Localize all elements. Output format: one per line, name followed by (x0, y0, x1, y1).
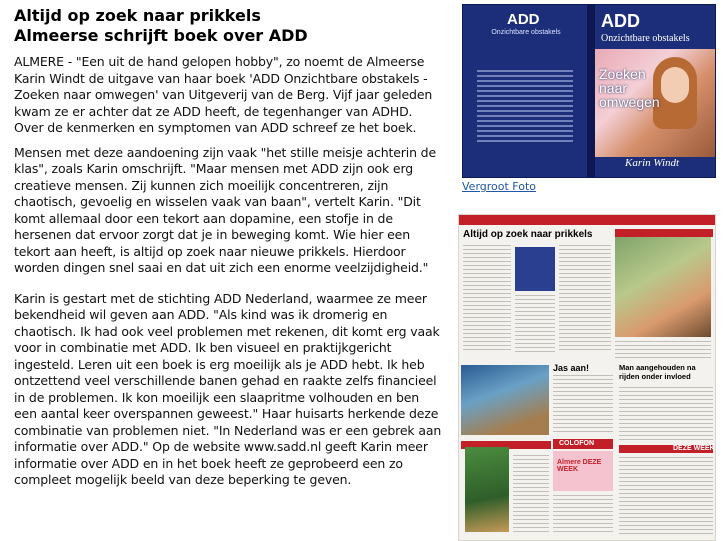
newspaper-box-jas-aan: Jas aan! (553, 363, 590, 373)
newspaper-text-column (513, 455, 549, 533)
newspaper-text-column (619, 387, 713, 441)
newspaper-text-column (463, 245, 511, 353)
newspaper-portrait-photo (615, 237, 711, 337)
book-front-title: ADD (601, 11, 640, 31)
title-line-2: Almeerse schrijft boek over ADD (14, 26, 308, 45)
portrait-face (661, 67, 689, 103)
newspaper-text-column (553, 375, 613, 435)
book-spine (587, 5, 595, 177)
newspaper-headline: Altijd op zoek naar prikkels (463, 229, 593, 240)
title-line-1: Altijd op zoek naar prikkels (14, 6, 261, 25)
newspaper-book-thumbnail (515, 247, 555, 291)
newspaper-week-label: DEZE WEEK (673, 445, 715, 452)
book-front-tagline: Zoeken naar omwegen (599, 66, 660, 110)
newspaper-box-arrest: Man aangehouden na rijden onder invloed (619, 363, 696, 381)
book-author: Karin Windt (625, 157, 680, 169)
newspaper-header-bar (459, 215, 715, 225)
book-back-subtitle: Onzichtbare obstakels (491, 29, 561, 36)
book-front-subtitle: Onzichtbare obstakels (601, 33, 690, 44)
article-paragraph: ALMERE - "Een uit de hand gelopen hobby", zo noemt de Almeerse Karin Windt de uitgave van haar boek 'ADD Onzichtbare obstakels - Zoeken naar omwegen' van Uitgeverij van de Berg. Vijf jaar geleden kwam ze er achter dat ze ADD heeft, de tegenhanger van ADHD. Over de kenmerken en symptomen van ADD schreef ze het boek. (14, 54, 433, 135)
book-back-cover (463, 5, 587, 177)
newspaper-text-column (615, 341, 711, 359)
book-back-text-block (477, 67, 573, 145)
article-paragraph: Mensen met deze aandoening zijn vaak "het stille meisje achterin de klas", zoals Karin omschrijft. "Maar mensen met ADD zijn ook erg creatieve mensen. Zij kunnen zich moeilijk concentreren, zijn chaotisch, gevoelig en wisselen vaak van baan", vertelt Karin. "Dit komt allemaal door een tekort aan dopamine, een stofje in de hersenen dat ervoor zorgt dat je in beweging komt. Wie hier een tekort aan heeft, is altijd op zoek naar nieuwe prikkels. Hierdoor worden dingen snel saai en dat uit zich een enorme veelzijdigheid." (14, 144, 437, 275)
article-title (14, 6, 442, 46)
newspaper-text-column (619, 457, 713, 537)
book-cover-photo (595, 49, 715, 157)
newspaper-sidebar-header (615, 229, 713, 237)
book-cover-image[interactable] (462, 4, 716, 178)
book-front-cover (595, 5, 715, 177)
enlarge-photo-link[interactable]: Vergroot Foto (462, 180, 537, 193)
newspaper-group-photo (461, 365, 549, 435)
newspaper-text-column (515, 295, 555, 353)
article-paragraph: Karin is gestart met de stichting ADD Nederland, waarmee ze meer bekendheid wil geven aan ADD. "Als kind was ik dromerig en chaotisch. Ik had ook veel problemen met rekenen, dit komt erg vaak voor in combinatie met ADD. Ik ben visueel en praktijkgericht ingesteld. Leren uit een boek is erg moeilijk als je ADD hebt. Ik heb ontzettend veel verschillende banen gehad en raakte zelfs financieel in de problemen. Ik kon moeilijk een slaapritme volhouden en ben een aantal keer overspannen geweest." Haar huisarts herkende deze combinatie van problemen niet. "In Nederland was er een gebrek aan informatie over ADD." Op de website www.sadd.nl geeft Karin meer informatie over ADD en in het boek heeft ze geprobeerd een zo compleet mogelijk beeld van deze beperking te geven. (14, 290, 442, 487)
book-back-title: ADD (507, 11, 540, 28)
newspaper-page-image[interactable] (458, 214, 716, 541)
newspaper-text-column (559, 245, 611, 353)
newspaper-colofon-label: COLOFON (559, 440, 594, 447)
article (14, 6, 442, 489)
newspaper-sport-photo (465, 447, 509, 532)
newspaper-almere-deze-week: Almere DEZE WEEK (557, 459, 602, 473)
newspaper-text-column (553, 495, 613, 535)
